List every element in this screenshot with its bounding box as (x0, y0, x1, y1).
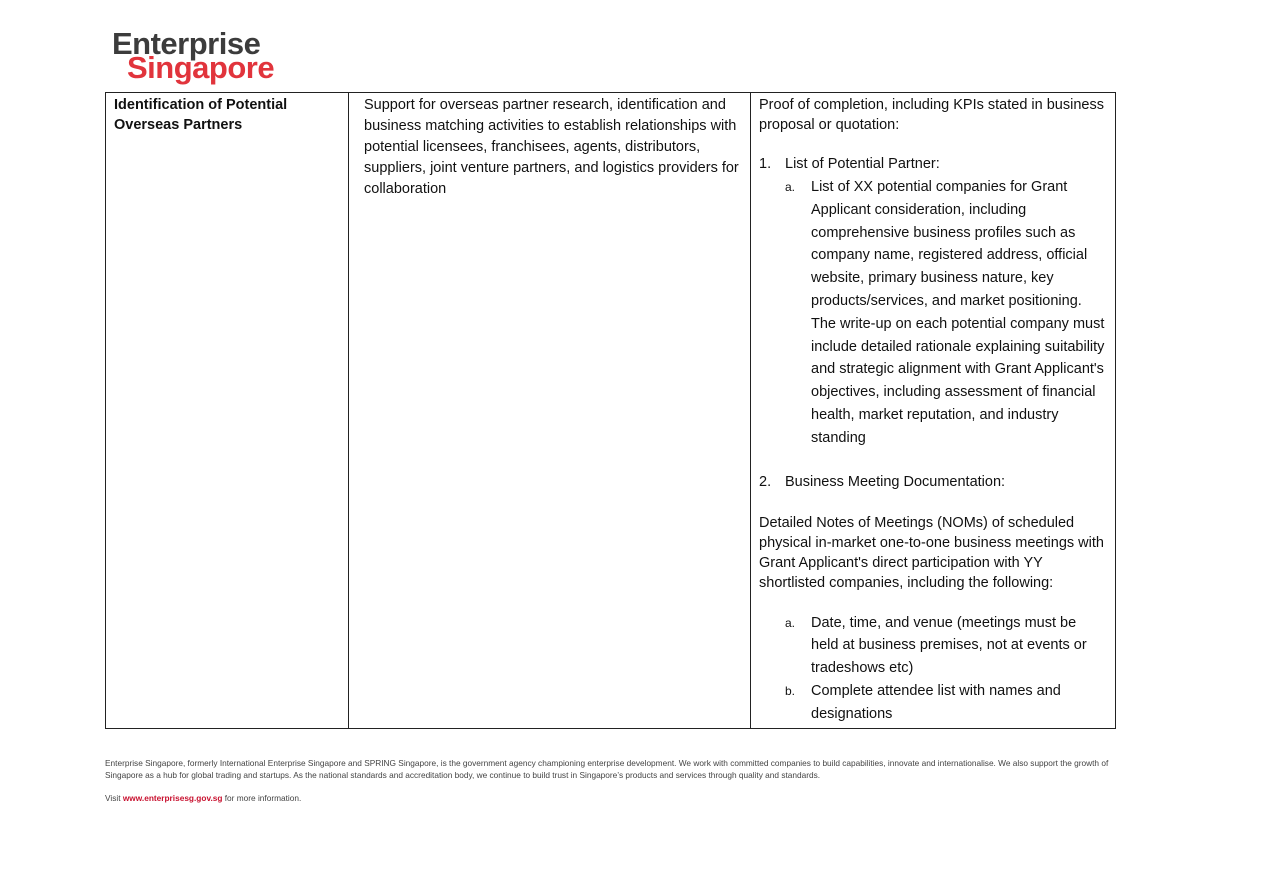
sub-list-item (785, 680, 1107, 726)
sub-list-item (785, 176, 1107, 450)
sub-list-letter: a. (785, 615, 796, 630)
activity-description-cell (349, 93, 751, 729)
deliverables-cell (751, 93, 1116, 729)
website-link[interactable]: www.enterprisesg.gov.sg (122, 793, 223, 803)
sub-list-item (785, 612, 1107, 680)
logo-line-enterprise: Enterprise (112, 26, 261, 61)
list-number: 1. (759, 156, 772, 172)
logo-line-singapore: Singapore (127, 50, 275, 85)
list-label: List of Potential Partner: (785, 156, 940, 172)
footer-text: Enterprise Singapore, formerly International Enterprise Singapore and SPRING Singapore, is the government agency championing enterprise development. We work with committed companies to build capabilities, innovate and internationalise. We also support the growth of Singapore as a hub for global trading and startups. As the national standards and accreditation body, we continue to build trust in Singapore’s products and services through quality and standards. (105, 758, 1109, 780)
sub-list-text: Date, time, and venue (meetings must be held at business premises, not at events or tradeshows etc) (811, 614, 1087, 677)
deliverables-intro: Proof of completion, including KPIs stated in business proposal or quotation: (759, 97, 1104, 133)
list-item (759, 154, 1107, 174)
deliverables-table (105, 92, 1116, 729)
activity-title: Identification of Potential Overseas Partners (114, 97, 288, 133)
activity-description: Support for overseas partner research, identification and business matching activities to establish relationships with potential licensees, franchisees, agents, distributors, suppliers, joint venture partners, and logistics providers for collaboration (364, 97, 739, 197)
sub-list-letter: b. (785, 683, 796, 698)
activity-title-cell (106, 93, 349, 729)
sub-list-text: List of XX potential companies for Grant Applicant consideration, including comprehensive business profiles such as company name, registered address, official website, primary business nature, key products/services, and market positioning. The write-up on each potential company must include detailed rationale explaining suitability and strategic alignment with Grant Applicant's objectives, including assessment of financial health, market reputation, and industry standing (811, 179, 1105, 446)
sub-list-text: Complete attendee list with names and designations (811, 682, 1061, 722)
list-label: Business Meeting Documentation: (785, 473, 1006, 490)
list-item (759, 472, 1107, 492)
enterprise-singapore-logo (112, 28, 292, 88)
sub-list-letter: a. (785, 180, 796, 194)
visit-suffix: for more information. (224, 793, 302, 803)
list-number: 2. (759, 473, 772, 490)
visit-prefix: Visit (105, 793, 121, 803)
footer-visit-line (105, 793, 301, 803)
meeting-notes-paragraph: Detailed Notes of Meetings (NOMs) of scheduled physical in-market one-to-one business meetings with Grant Applicant's direct participation with YY shortlisted companies, including the following: (759, 514, 1104, 591)
table-row (106, 93, 1116, 729)
